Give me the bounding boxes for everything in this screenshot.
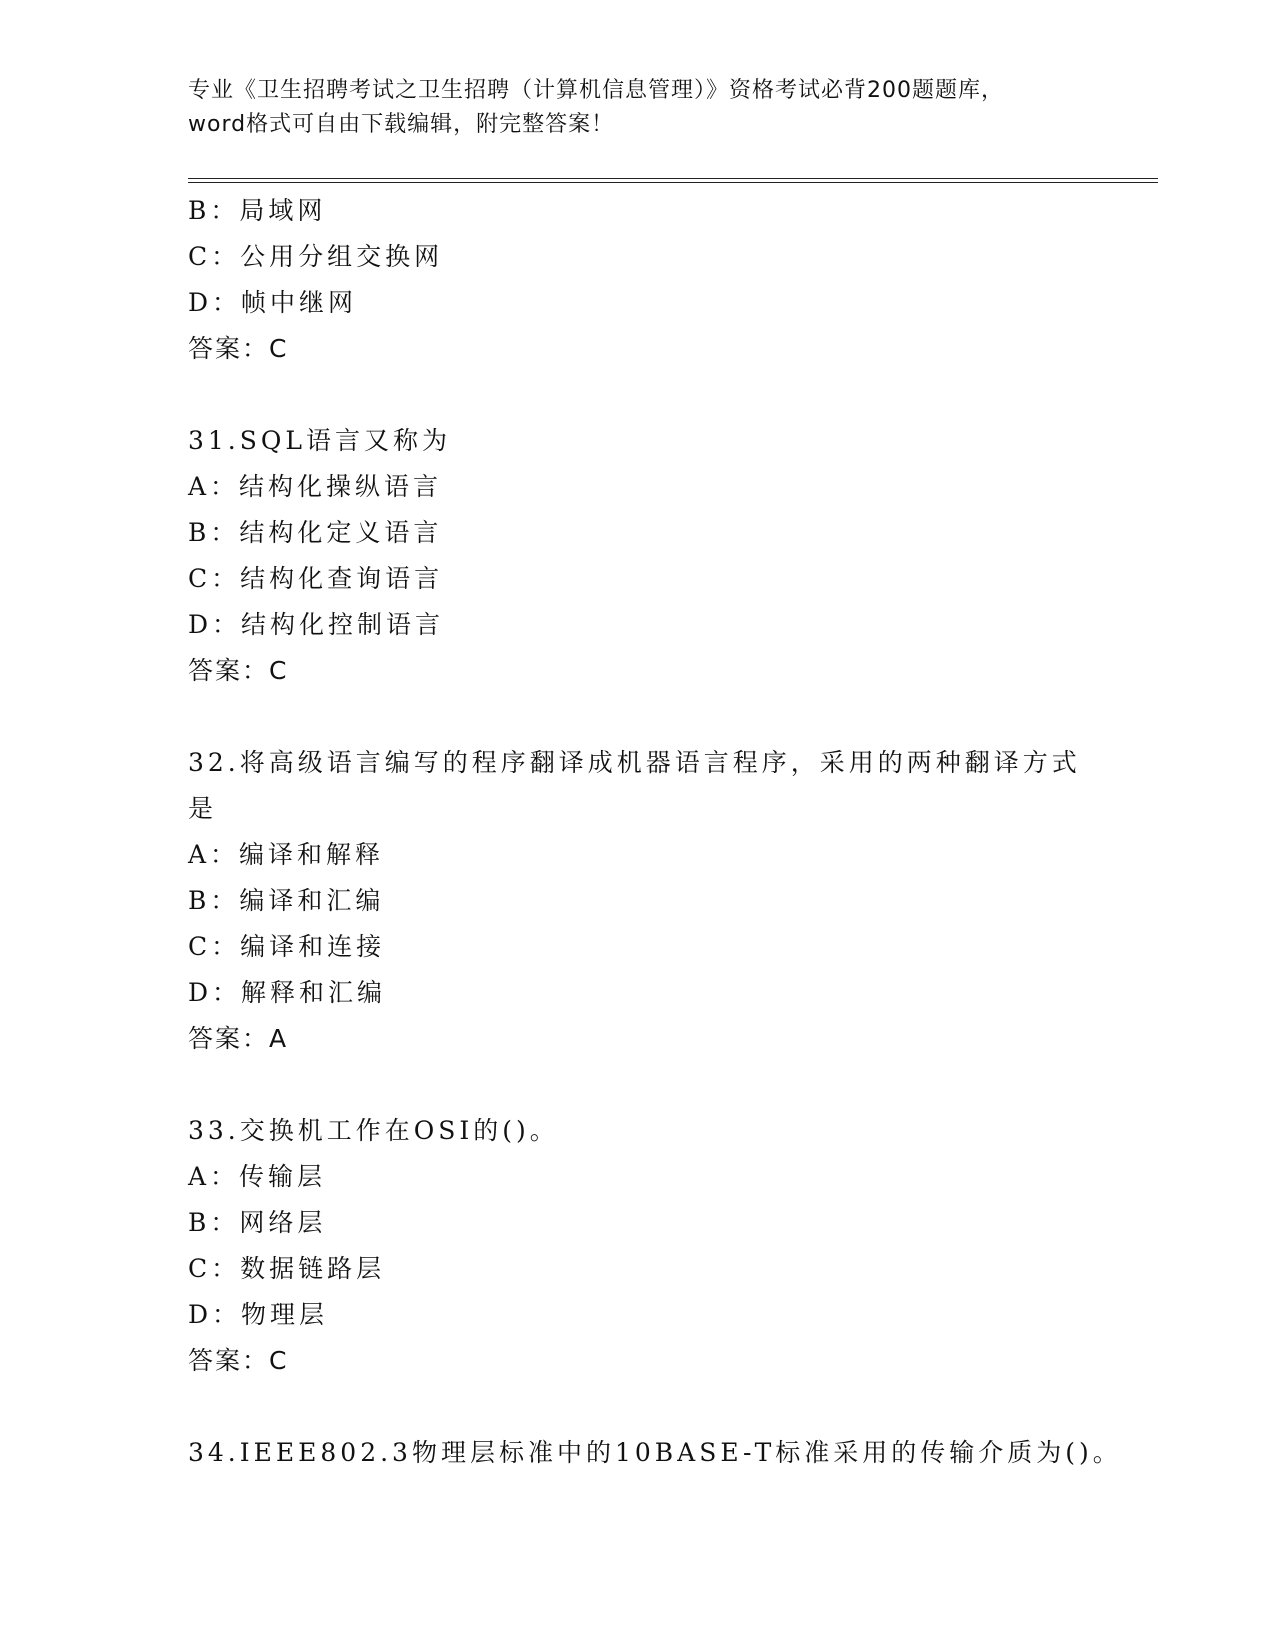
- spacer: [188, 1062, 1108, 1108]
- option-b: B：结构化定义语言: [188, 518, 443, 547]
- option-d: D：帧中继网: [188, 288, 358, 317]
- answer-line: 答案：A: [188, 1024, 289, 1053]
- spacer: [188, 372, 1108, 418]
- answer-line: 答案：C: [188, 334, 289, 363]
- question-32: [188, 740, 1108, 1062]
- question-stem: 31.SQL语言又称为: [188, 426, 451, 455]
- option-b: B：编译和汇编: [188, 886, 385, 915]
- question-stem: 33.交换机工作在OSI的()。: [188, 1116, 559, 1145]
- option-d: D：物理层: [188, 1300, 329, 1329]
- option-a: A：结构化操纵语言: [188, 472, 443, 501]
- option-c: C：结构化查询语言: [188, 564, 444, 593]
- question-list: [188, 188, 1122, 1476]
- option-c: C：数据链路层: [188, 1254, 386, 1283]
- header-divider: [188, 178, 1158, 183]
- question-30-continued: [188, 188, 1108, 372]
- option-a: A：编译和解释: [188, 840, 385, 869]
- question-34: [188, 1430, 1122, 1476]
- option-c: C：编译和连接: [188, 932, 386, 961]
- header-title-line-1: 专业《卫生招聘考试之卫生招聘（计算机信息管理）》资格考试必背200题题库，: [188, 78, 1004, 103]
- header-title-line-2: word格式可自由下载编辑，附完整答案！: [188, 112, 615, 137]
- question-stem: 32.将高级语言编写的程序翻译成机器语言程序，采用的两种翻译方式: [188, 748, 1081, 777]
- spacer: [188, 694, 1108, 740]
- answer-line: 答案：C: [188, 656, 289, 685]
- option-b: B：局域网: [188, 196, 327, 225]
- option-c: C：公用分组交换网: [188, 242, 444, 271]
- option-d: D：解释和汇编: [188, 978, 387, 1007]
- spacer: [188, 1384, 1108, 1430]
- question-33: [188, 1108, 1108, 1384]
- document-header: [188, 74, 1088, 142]
- question-stem-continued: 是: [188, 794, 218, 823]
- question-stem: 34.IEEE802.3物理层标准中的10BASE-T标准采用的传输介质为()。: [188, 1438, 1122, 1467]
- option-b: B：网络层: [188, 1208, 327, 1237]
- option-d: D：结构化控制语言: [188, 610, 445, 639]
- question-31: [188, 418, 1108, 694]
- option-a: A：传输层: [188, 1162, 327, 1191]
- answer-line: 答案：C: [188, 1346, 289, 1375]
